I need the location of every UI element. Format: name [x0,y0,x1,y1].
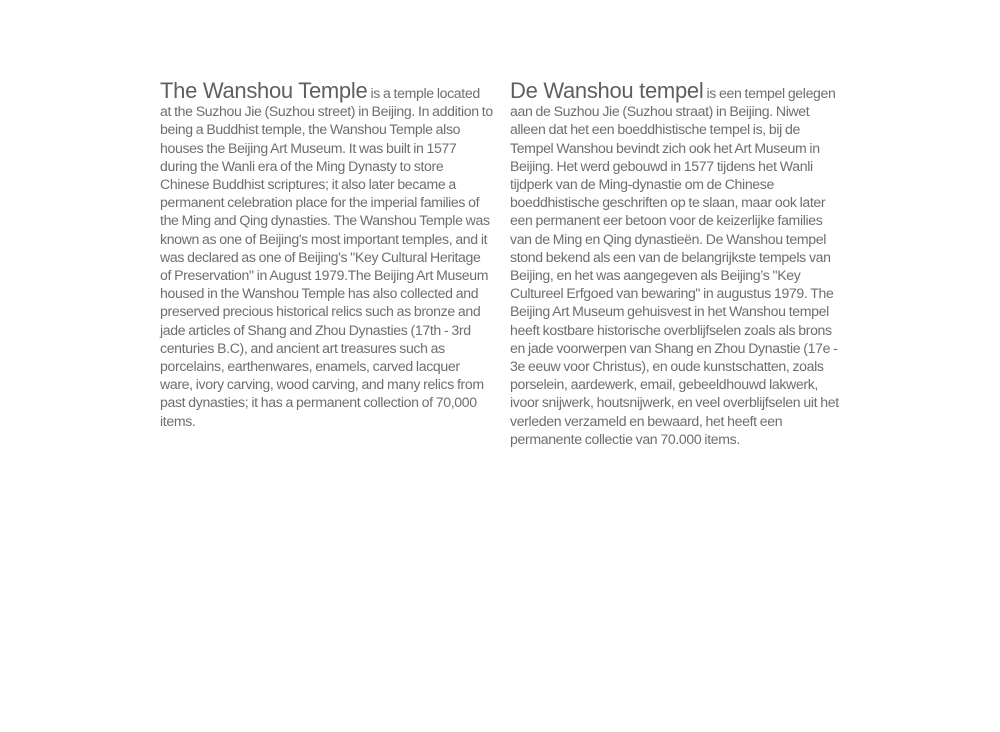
english-body-text: is a temple located at the Suzhou Jie (Suzhou street) in Beijing. In addition to being a Buddhist temple, the Wanshou Temple also houses the Beijing Art Museum. It was built in 1577 during the Wanli era of the Ming Dynasty to store Chinese Buddhist scriptures; it also later became a permanent celebration place for the imperial families of the Ming and Qing dynasties. The Wanshou Temple was known as one of Beijing's most important temples, and it was declared as one of Beijing's "Key Cultural Heritage of Preservation" in August 1979.The Beijing Art Museum housed in the Wanshou Temple has also collected and preserved precious historical relics such as bronze and jade articles of Shang and Zhou Dynasties (17th - 3rd centuries B.C), and ancient art treasures such as porcelains, earthenwares, enamels, carved lacquer ware, ivory carving, wood carving, and many relics from past dynasties; it has a permanent collection of 70,000 items. [160,85,493,429]
dutch-heading: De Wanshou tempel [510,78,704,103]
dutch-text-column [510,78,845,448]
english-heading: The Wanshou Temple [160,78,368,103]
dutch-body-text: is een tempel gelegen aan de Suzhou Jie (Suzhou straat) in Beijing. Niwet alleen dat het een boeddhistische tempel is, bij de Tempel Wanshou bevindt zich ook het Art Museum in Beijing. Het werd gebouwd in 1577 tijdens het Wanli tijdperk van de Ming-dynastie om de Chinese boeddhistische geschriften op te slaan, maar ook later een permanent eer betoon voor de keizerlijke families van de Ming en Qing dynastieën. De Wanshou tempel stond bekend als een van de belangrijkste tempels van Beijing, en het was aangegeven als Beijing’s "Key Cultureel Erfgoed van bewaring" in augustus 1979. The Beijing Art Museum gehuisvest in het Wanshou tempel heeft kostbare historische overblijfselen zoals als brons en jade voorwerpen van Shang en Zhou Dynastie (17e - 3e eeuw voor Christus), en oude kunstschatten, zoals porselein, aardewerk, email, gebeeldhouwd lakwerk, ivoor snijwerk, houtsnijwerk, en veel overblijfselen uit het verleden verzameld en bewaard, het heeft een permanente collectie van 70.000 items. [510,85,839,447]
english-text-column [160,78,493,430]
